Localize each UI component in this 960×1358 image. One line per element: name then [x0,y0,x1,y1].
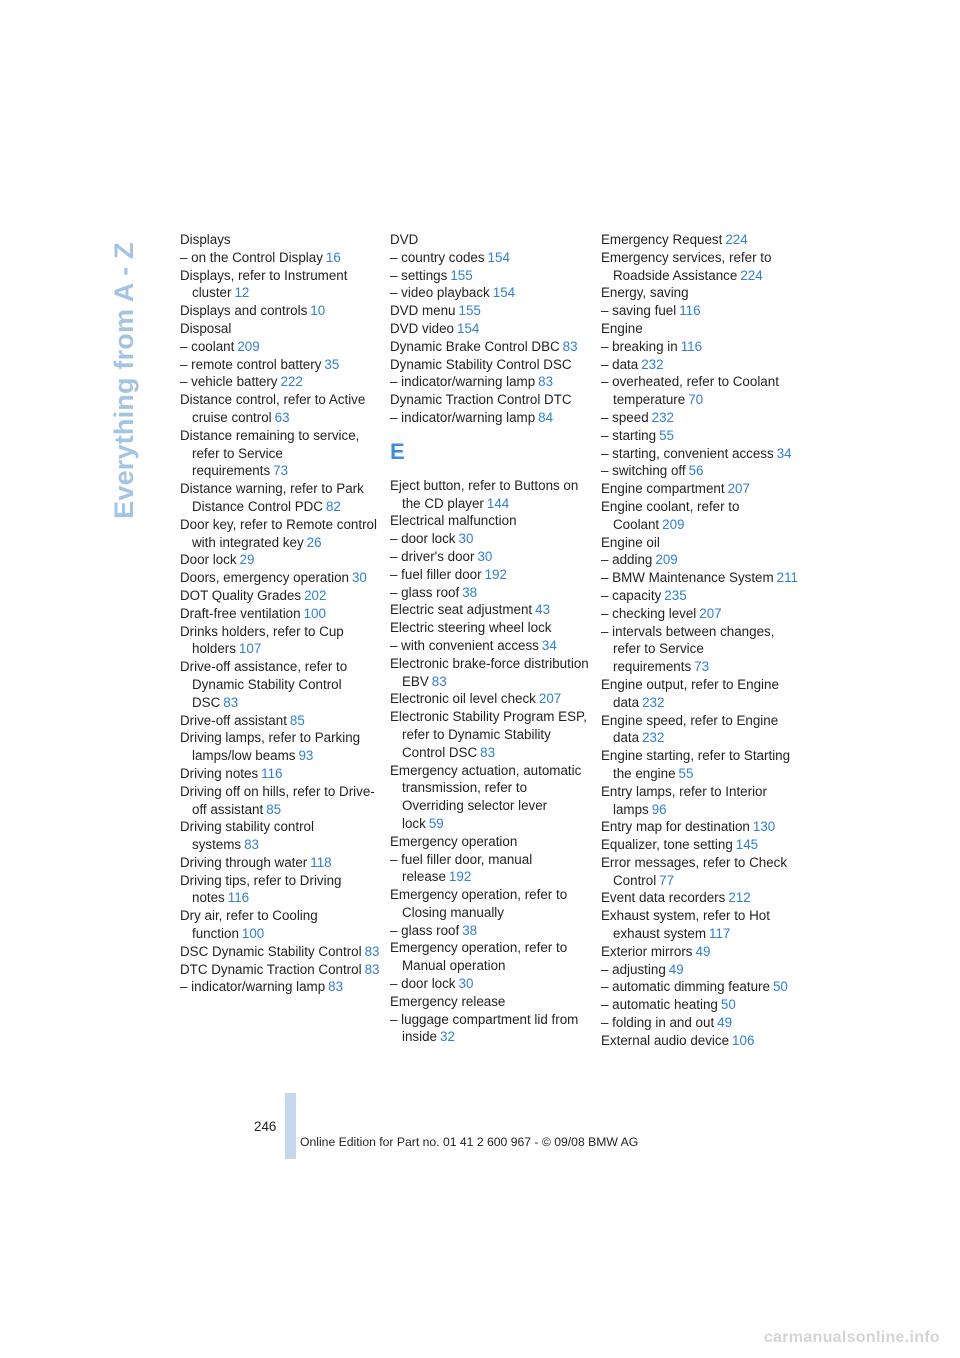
page-reference-link[interactable]: 232 [642,730,665,746]
index-entry [601,338,801,356]
index-entry-text: – adjusting [601,961,666,977]
watermark: carmanualsonline.info [763,1329,940,1346]
page-reference-link[interactable]: 232 [642,694,665,710]
page-reference-link[interactable]: 29 [239,552,255,568]
index-entry-text: Dynamic Traction Control DTC [390,392,572,408]
page-reference-link[interactable]: 100 [241,926,265,942]
page-reference-link[interactable]: 26 [306,534,322,550]
index-entry [180,943,380,961]
page-reference-link[interactable]: 145 [735,837,759,853]
page-reference-link[interactable]: 116 [679,303,701,319]
index-entry [601,907,801,943]
index-entry-text: DVD [390,232,419,247]
page-reference-link[interactable]: 100 [303,605,326,621]
index-entry-text: – intervals between changes, refer to Service requirements [601,623,775,675]
index-entry [601,569,801,587]
index-entry-text: Engine output, refer to Engine data [601,676,779,710]
index-entry [180,569,380,587]
index-entry-text: – BMW Maintenance System [601,570,774,586]
index-entry [390,356,590,374]
index-entry [601,284,801,302]
index-entry [601,498,801,534]
index-entry [601,480,801,498]
page-reference-link[interactable]: 70 [688,392,704,408]
index-entry [180,249,380,267]
index-entry-text: – folding in and out [601,1015,715,1031]
page-reference-link[interactable]: 83 [431,673,447,689]
page-reference-link[interactable]: 209 [662,516,685,532]
page-reference-link[interactable]: 35 [324,356,340,372]
index-entry-text: – starting, convenient access [601,445,774,461]
index-entry-text: Drive-off assistance, refer to Dynamic Stability Control DSC [180,659,348,710]
page-reference-link[interactable]: 56 [688,463,704,479]
index-entry-text: – door lock [390,976,456,992]
page-reference-link[interactable]: 73 [273,463,289,479]
index-entry-text: Electronic Stability Program ESP, refer to Dynamic Stability Control DSC [390,709,587,760]
page-reference-link[interactable]: 222 [280,374,303,390]
index-entry [601,231,801,249]
index-entry [601,943,801,961]
page-reference-link[interactable]: 38 [462,584,478,600]
page-reference-link[interactable]: 232 [651,409,674,425]
page-reference-link[interactable]: 116 [261,765,283,781]
index-entry [390,566,590,584]
page-reference-link[interactable]: 211 [776,570,799,586]
index-entry-text: – luggage compartment lid from inside [390,1011,579,1045]
index-entry-text: Entry lamps, refer to Interior lamps [601,783,767,817]
index-entry-text: Distance remaining to service, refer to Service requirements [180,427,360,479]
page-reference-link[interactable]: 235 [664,587,687,603]
index-entry [601,978,801,996]
page-reference-link[interactable]: 116 [680,338,703,354]
index-entry-text: – adding [601,552,653,568]
page-reference-link[interactable]: 85 [266,801,282,817]
index-entry [390,512,590,530]
index-entry-text: – data [601,356,639,372]
index-entry-text: Driving tips, refer to Driving notes [180,872,342,906]
page-reference-link[interactable]: 49 [695,943,711,959]
page-reference-link[interactable]: 155 [458,303,481,319]
page-reference-link[interactable]: 38 [462,922,478,938]
index-entry-text: – overheated, refer to Coolant temperature [601,374,779,408]
index-entry [390,762,590,833]
index-entry [180,373,380,391]
index-entry [390,231,590,249]
index-entry [390,267,590,285]
index-entry-text: Eject button, refer to Buttons on the CD player [390,477,579,511]
index-entry [180,818,380,854]
index-entry [601,676,801,712]
index-entry-text: – door lock [390,531,456,547]
page-reference-link[interactable]: 83 [538,374,554,390]
index-entry [180,480,380,516]
index-entry-text: – settings [390,267,448,283]
index-entry [180,623,380,659]
index-entry [180,267,380,303]
index-entry-text: – with convenient access [390,637,539,653]
index-entry [180,338,380,356]
index-entry [180,712,380,730]
index-entry [601,836,801,854]
index-entry [390,391,590,409]
index-entry [390,939,590,975]
page-reference-link[interactable]: 83 [364,961,380,977]
index-entry [180,587,380,605]
index-entry [180,605,380,623]
page-reference-link[interactable]: 30 [351,570,367,586]
page-reference-link[interactable]: 34 [776,445,792,461]
page-reference-link[interactable]: 118 [310,854,332,870]
index-entry [390,690,590,708]
index-entry [601,409,801,427]
index-entry-text: Energy, saving [601,285,689,301]
index-entry-text: Displays and controls [180,303,308,319]
index-entry-text: Displays, refer to Instrument cluster [180,267,348,301]
index-entry-text: Drinks holders, refer to Cup holders [180,623,344,657]
index-entry-text: Dry air, refer to Cooling function [180,908,318,942]
index-entry-text: – on the Control Display [180,249,323,265]
page-reference-link[interactable]: 207 [727,481,750,497]
index-entry [180,551,380,569]
index-entry [390,619,590,637]
page-reference-link[interactable]: 154 [457,320,480,336]
page-reference-link[interactable]: 224 [725,232,748,247]
index-entry-text: Electric seat adjustment [390,602,533,618]
index-entry-text: Dynamic Stability Control DSC [390,356,572,372]
index-entry-text: – glass roof [390,584,460,600]
index-entry [390,975,590,993]
index-entry [390,601,590,619]
index-entry [601,854,801,890]
index-entry-text: Emergency operation, refer to Manual operation [390,940,568,974]
index-entry [601,534,801,552]
index-entry-text: – switching off [601,463,686,479]
index-entry-text: Electrical malfunction [390,513,517,529]
index-entry-text: Exhaust system, refer to Hot exhaust system [601,908,770,942]
index-entry [180,907,380,943]
index-entry [601,623,801,676]
index-entry-text: Disposal [180,320,232,336]
page-reference-link[interactable]: 55 [659,427,674,443]
index-entry-text: – indicator/warning lamp [390,409,536,425]
index-entry-text: – country codes [390,249,485,265]
index-entry [390,851,590,887]
index-entry [180,320,380,338]
index-entry-text: Electronic oil level check [390,691,536,707]
page-reference-link[interactable]: 93 [298,748,314,764]
index-entry-text: Driving off on hills, refer to Drive-off assistant [180,783,375,817]
index-entry [180,978,380,996]
page-reference-link[interactable]: 83 [364,943,380,959]
page-reference-link[interactable]: 50 [720,997,736,1013]
index-entry [601,961,801,979]
index-column-1 [180,231,380,996]
page-reference-link[interactable]: 84 [538,409,554,425]
index-entry [390,320,590,338]
index-entry-text: Engine starting, refer to Starting the engine [601,748,791,781]
index-entry [390,548,590,566]
index-entry [601,356,801,374]
page-reference-link[interactable]: 154 [492,285,516,301]
index-entry [390,409,590,427]
index-entry-text: Door key, refer to Remote control with integrated key [180,516,377,550]
index-column-2 [390,231,590,1046]
index-entry-text: Driving notes [180,765,259,781]
index-entry-text: Driving lamps, refer to Parking lamps/low beams [180,730,361,764]
index-entry [180,427,380,480]
index-entry-text: – automatic dimming feature [601,979,770,995]
index-entry [180,854,380,872]
page-reference-link[interactable]: 207 [538,691,562,707]
page-reference-link[interactable]: 107 [238,641,262,657]
index-entry [180,872,380,908]
page-reference-link[interactable]: 59 [428,815,444,831]
index-entry-text: Drive-off assistant [180,712,287,728]
index-entry-text: Doors, emergency operation [180,570,349,586]
index-entry [601,587,801,605]
page-reference-link[interactable]: 144 [486,495,510,511]
page-reference-link[interactable]: 83 [562,338,578,354]
index-entry-text: Emergency services, refer to Roadside Assistance [601,249,772,283]
index-entry-text: Engine coolant, refer to Coolant [601,498,740,532]
index-entry [180,516,380,552]
page-reference-link[interactable]: 63 [274,409,290,425]
side-title [94,230,154,530]
page-reference-link[interactable]: 106 [732,1032,755,1048]
index-entry-text: – checking level [601,605,697,621]
page-number: 246 [254,1119,277,1134]
index-entry-text: Distance control, refer to Active cruise control [180,392,366,425]
page-reference-link[interactable]: 32 [440,1029,455,1045]
index-entry [390,584,590,602]
index-entry-text: Equalizer, tone setting [601,837,733,853]
index-entry [180,356,380,374]
page-reference-link[interactable]: 50 [772,979,788,995]
index-entry [601,996,801,1014]
index-entry [390,708,590,761]
page-reference-link[interactable]: 192 [484,566,507,582]
index-entry-text: – indicator/warning lamp [180,979,326,995]
index-entry-text: Draft-free ventilation [180,605,301,621]
index-entry-text: – video playback [390,285,490,301]
index-entry-text: – automatic heating [601,997,718,1013]
index-entry [601,302,801,320]
index-entry-text: Emergency release [390,993,506,1009]
page-reference-link[interactable]: 34 [541,637,557,653]
page-reference-link[interactable]: 207 [699,605,722,621]
index-entry [390,655,590,691]
index-entry [601,551,801,569]
index-entry-text: – starting [601,427,657,443]
index-entry-text: Exterior mirrors [601,943,693,959]
index-entry-text: – speed [601,409,649,425]
page-reference-link[interactable]: 30 [477,548,493,564]
index-entry [390,284,590,302]
page-reference-link[interactable]: 232 [641,356,664,372]
index-entry [390,477,590,513]
page-reference-link[interactable]: 83 [328,979,344,995]
index-entry-text: – capacity [601,587,662,603]
index-entry-text: – remote control battery [180,356,322,372]
index-entry-text: Engine compartment [601,481,725,497]
index-entry-text: DSC Dynamic Stability Control [180,943,362,959]
index-entry [390,886,590,922]
index-entry-text: – vehicle battery [180,374,278,390]
index-entry-text: Entry map for destination [601,819,750,835]
index-entry-text: – glass roof [390,922,460,938]
index-entry [601,889,801,907]
index-entry-text: Driving stability control systems [180,819,314,853]
side-title-text: Everything from A - Z [108,241,139,519]
index-entry [180,302,380,320]
index-entry-text: DTC Dynamic Traction Control [180,961,362,977]
page-reference-link[interactable]: 30 [458,976,474,992]
index-entry-text: Emergency operation, refer to Closing manually [390,887,568,920]
index-entry [180,729,380,765]
index-entry [180,231,380,249]
index-entry-text: Dynamic Brake Control DBC [390,338,560,354]
index-entry-text: Engine speed, refer to Engine data [601,712,779,746]
page-reference-link[interactable]: 10 [310,303,326,319]
page-reference-link[interactable]: 82 [325,498,341,514]
page-reference-link[interactable]: 83 [244,837,260,853]
index-entry [601,1014,801,1032]
page-reference-link[interactable]: 16 [325,249,341,265]
index-entry-text: Distance warning, refer to Park Distance Control PDC [180,481,364,514]
page-reference-link[interactable]: 155 [450,267,473,283]
page-reference-link[interactable]: 192 [448,869,472,885]
page-reference-link[interactable]: 130 [752,819,776,835]
index-entry-text: Emergency operation [390,833,518,849]
index-entry-text: – fuel filler door [390,566,482,582]
page-reference-link[interactable]: 209 [237,338,260,354]
index-entry [390,530,590,548]
footer-edition-text: Online Edition for Part no. 01 41 2 600 967 - © 09/08 BMW AG [300,1135,639,1149]
section-letter: E [390,438,405,464]
page-reference-link[interactable]: 117 [709,926,731,942]
page-reference-link[interactable]: 116 [227,890,250,906]
page-reference-link[interactable]: 49 [668,961,684,977]
index-entry [601,427,801,445]
page-reference-link[interactable]: 49 [717,1015,733,1031]
page-reference-link[interactable]: 83 [223,694,239,710]
page-reference-link[interactable]: 202 [304,587,327,603]
index-entry [601,747,801,783]
index-entry [390,302,590,320]
page-reference-link[interactable]: 212 [728,890,751,906]
index-entry [180,765,380,783]
index-entry-text: DVD video [390,320,455,336]
index-entry [390,373,590,391]
index-column-3 [601,231,801,1050]
page-reference-link[interactable]: 83 [480,744,496,760]
index-entry-text: – driver's door [390,548,475,564]
index-entry [180,658,380,711]
index-entry-text: – saving fuel [601,303,677,319]
page-reference-link[interactable]: 224 [740,267,763,283]
index-entry [601,445,801,463]
index-entry [180,961,380,979]
page-reference-link[interactable]: 30 [458,531,474,547]
page-reference-link[interactable]: 55 [678,765,694,781]
index-entry [601,605,801,623]
index-entry [390,922,590,940]
index-entry [601,249,801,285]
page-reference-link[interactable]: 209 [655,552,678,568]
index-entry-text: Driving through water [180,854,308,870]
index-entry [180,391,380,427]
page-reference-link[interactable]: 73 [694,659,710,675]
index-entry [601,712,801,748]
index-entry [601,462,801,480]
index-entry [180,783,380,819]
index-entry [390,249,590,267]
index-entry-text: – fuel filler door, manual release [390,851,533,885]
index-entry [390,993,590,1011]
index-entry-text: DVD menu [390,303,456,319]
index-entry [390,637,590,655]
index-entry [390,833,590,851]
page-reference-link[interactable]: 12 [234,285,250,301]
index-entry-text: Emergency Request [601,232,723,247]
page-reference-link[interactable]: 43 [535,602,551,618]
index-entry [601,373,801,409]
index-entry-text: Door lock [180,552,237,568]
index-entry-text: Error messages, refer to Check Control [601,854,788,888]
index-entry-text: – coolant [180,338,235,354]
index-entry-text: Engine [601,320,643,336]
index-entry-text: Electric steering wheel lock [390,620,552,636]
page-reference-link[interactable]: 85 [289,712,305,728]
index-entry-text: Engine oil [601,534,660,550]
index-entry [601,783,801,819]
index-entry [601,1032,801,1050]
index-entry-text: Event data recorders [601,890,726,906]
index-entry-text: Displays [180,232,231,247]
index-entry [601,818,801,836]
index-entry [390,338,590,356]
index-entry-text: External audio device [601,1032,730,1048]
index-entry [390,1011,590,1047]
index-entry-text: Electronic brake-force distribution EBV [390,655,589,689]
index-entry-text: – breaking in [601,338,678,354]
index-entry-text: DOT Quality Grades [180,587,302,603]
index-entry-text: – indicator/warning lamp [390,374,536,390]
page-reference-link[interactable]: 77 [659,872,675,888]
page-reference-link[interactable]: 96 [651,801,667,817]
index-entry [601,320,801,338]
page-reference-link[interactable]: 154 [487,249,510,265]
footer-accent-bar [285,1093,296,1159]
index-entry-text: Emergency actuation, automatic transmission, refer to Overriding selector lever lock [390,762,582,831]
